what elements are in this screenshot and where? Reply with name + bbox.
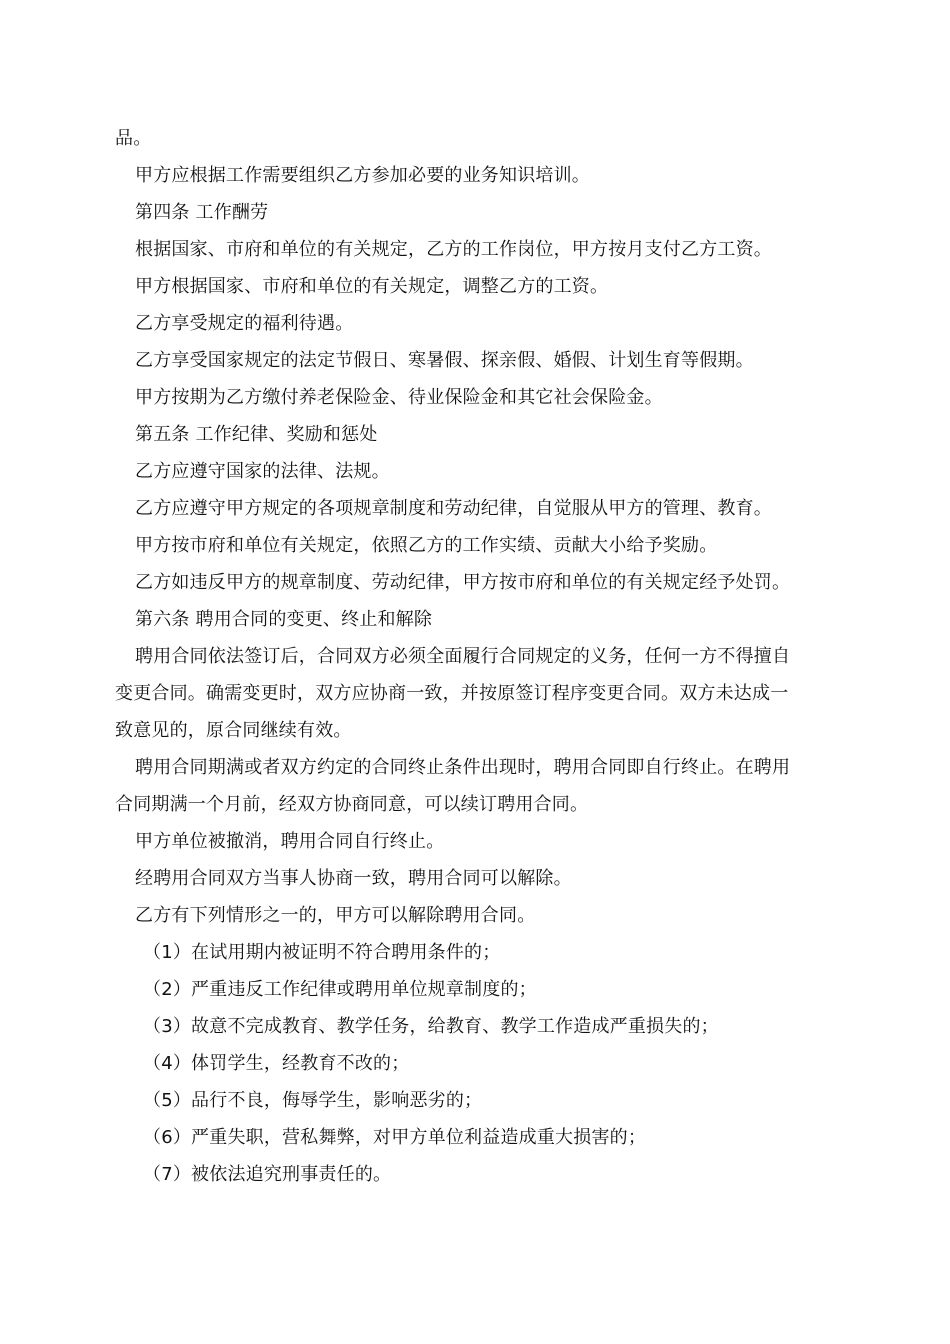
- list-item: （3）故意不完成教育、教学任务，给教育、教学工作造成严重损失的；: [143, 1016, 719, 1037]
- list-item: （2）严重违反工作纪律或聘用单位规章制度的；: [143, 979, 537, 1000]
- list-item: （1）在试用期内被证明不符合聘用条件的；: [143, 942, 501, 963]
- text-line: 聘用合同期满或者双方约定的合同终止条件出现时，聘用合同即自行终止。在聘用: [135, 757, 791, 778]
- text-line: 乙方享受国家规定的法定节假日、寒暑假、探亲假、婚假、计划生育等假期。: [135, 350, 754, 371]
- text-line: 甲方按期为乙方缴付养老保险金、待业保险金和其它社会保险金。: [135, 387, 663, 408]
- text-line: 合同期满一个月前，经双方协商同意，可以续订聘用合同。: [115, 794, 589, 815]
- text-line: 乙方有下列情形之一的，甲方可以解除聘用合同。: [135, 905, 536, 926]
- list-item: （6）严重失职，营私舞弊，对甲方单位利益造成重大损害的；: [143, 1127, 647, 1148]
- list-item: （7）被依法追究刑事责任的。: [143, 1164, 392, 1185]
- section-heading: 第四条 工作酬劳: [135, 202, 269, 223]
- text-line: 乙方应遵守甲方规定的各项规章制度和劳动纪律，自觉服从甲方的管理、教育。: [135, 498, 772, 519]
- text-line: 品。: [115, 128, 152, 149]
- text-line: 致意见的，原合同继续有效。: [115, 720, 352, 741]
- list-item: （4）体罚学生，经教育不改的；: [143, 1053, 410, 1074]
- text-line: 甲方根据国家、市府和单位的有关规定，调整乙方的工资。: [135, 276, 609, 297]
- section-heading: 第五条 工作纪律、奖励和惩处: [135, 424, 378, 445]
- text-line: 甲方按市府和单位有关规定，依照乙方的工作实绩、贡献大小给予奖励。: [135, 535, 718, 556]
- text-line: 甲方单位被撤消，聘用合同自行终止。: [135, 831, 445, 852]
- text-line: 乙方如违反甲方的规章制度、劳动纪律，甲方按市府和单位的有关规定经予处罚。: [135, 572, 791, 593]
- text-line: 聘用合同依法签订后，合同双方必须全面履行合同规定的义务，任何一方不得擅自: [135, 646, 791, 667]
- text-line: 甲方应根据工作需要组织乙方参加必要的业务知识培训。: [135, 165, 590, 186]
- text-line: 变更合同。确需变更时，双方应协商一致，并按原签订程序变更合同。双方未达成一: [115, 683, 789, 704]
- list-item: （5）品行不良，侮辱学生，影响恶劣的；: [143, 1090, 483, 1111]
- text-line: 根据国家、市府和单位的有关规定，乙方的工作岗位，甲方按月支付乙方工资。: [135, 239, 772, 260]
- text-line: 乙方应遵守国家的法律、法规。: [135, 461, 390, 482]
- text-line: 经聘用合同双方当事人协商一致，聘用合同可以解除。: [135, 868, 572, 889]
- document-body: [115, 120, 835, 1193]
- text-line: 乙方享受规定的福利待遇。: [135, 313, 354, 334]
- section-heading: 第六条 聘用合同的变更、终止和解除: [135, 609, 433, 630]
